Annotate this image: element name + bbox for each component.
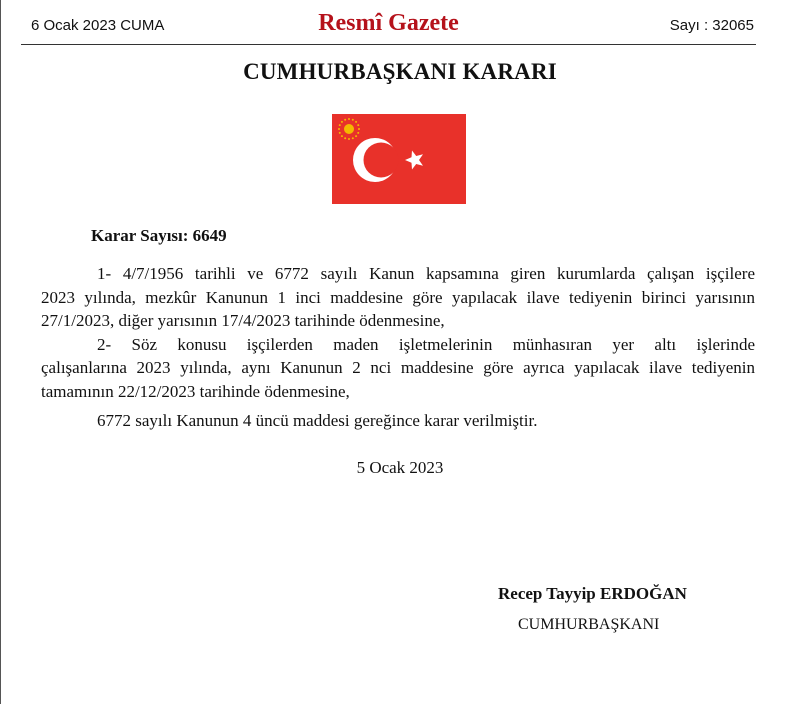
- body-line: 27/1/2023, diğer yarısının 17/4/2023 tarihinde ödenmesine,: [41, 311, 445, 330]
- emblem-star-icon: [358, 128, 360, 130]
- body-line: 2023 yılında, mezkûr Kanunun 1 inci maddesine göre yapılacak ilave tediyenin birinci yarısının: [41, 287, 755, 307]
- emblem-star-icon: [357, 132, 359, 134]
- emblem-star-icon: [344, 119, 346, 121]
- emblem-star-icon: [352, 137, 354, 139]
- emblem-star-icon: [355, 121, 357, 123]
- body-line: 2- Söz konusu işçilerden maden işletmelerinin münhasıran yer altı işlerinde: [97, 334, 755, 354]
- signatory-title: CUMHURBAŞKANI: [518, 616, 660, 633]
- emblem-star-icon: [341, 121, 343, 123]
- emblem-star-icon: [348, 138, 350, 140]
- emblem-star-icon: [344, 137, 346, 139]
- body-line: tamamının 22/12/2023 tarihinde ödenmesine,: [41, 381, 350, 401]
- document-title: CUMHURBAŞKANI KARARI: [243, 59, 557, 84]
- body-line: çalışanlarına 2023 yılında, aynı Kanunun 2 nci maddesine göre ayrıca yapılacak ilave tediyenin: [41, 358, 755, 377]
- signatory-name: Recep Tayyip ERDOĞAN: [498, 584, 687, 603]
- body-line: 1- 4/7/1956 tarihli ve 6772 sayılı Kanun kapsamına giren kurumlarda çalışan işçilere: [97, 264, 755, 283]
- document-body: [41, 262, 755, 433]
- decision-number: Karar Sayısı: 6649: [91, 226, 227, 245]
- gazette-header: [21, 10, 756, 45]
- body-line: 6772 sayılı Kanunun 4 üncü maddesi gereğince karar verilmiştir.: [97, 411, 538, 430]
- emblem-star-icon: [348, 118, 350, 120]
- emblem-star-icon: [339, 132, 341, 134]
- decision-date: 5 Ocak 2023: [356, 458, 444, 477]
- presidential-flag-icon: [332, 114, 466, 204]
- emblem-star-icon: [341, 135, 343, 137]
- emblem-star-icon: [357, 124, 359, 126]
- presidential-sun-emblem: [344, 124, 354, 134]
- gazette-title: Resmî Gazete: [318, 10, 459, 36]
- emblem-star-icon: [338, 128, 340, 130]
- issue-number: Sayı : 32065: [669, 17, 754, 34]
- header-date: 6 Ocak 2023 CUMA: [31, 17, 165, 34]
- emblem-star-icon: [339, 124, 341, 126]
- emblem-star-icon: [352, 119, 354, 121]
- emblem-star-icon: [355, 135, 357, 137]
